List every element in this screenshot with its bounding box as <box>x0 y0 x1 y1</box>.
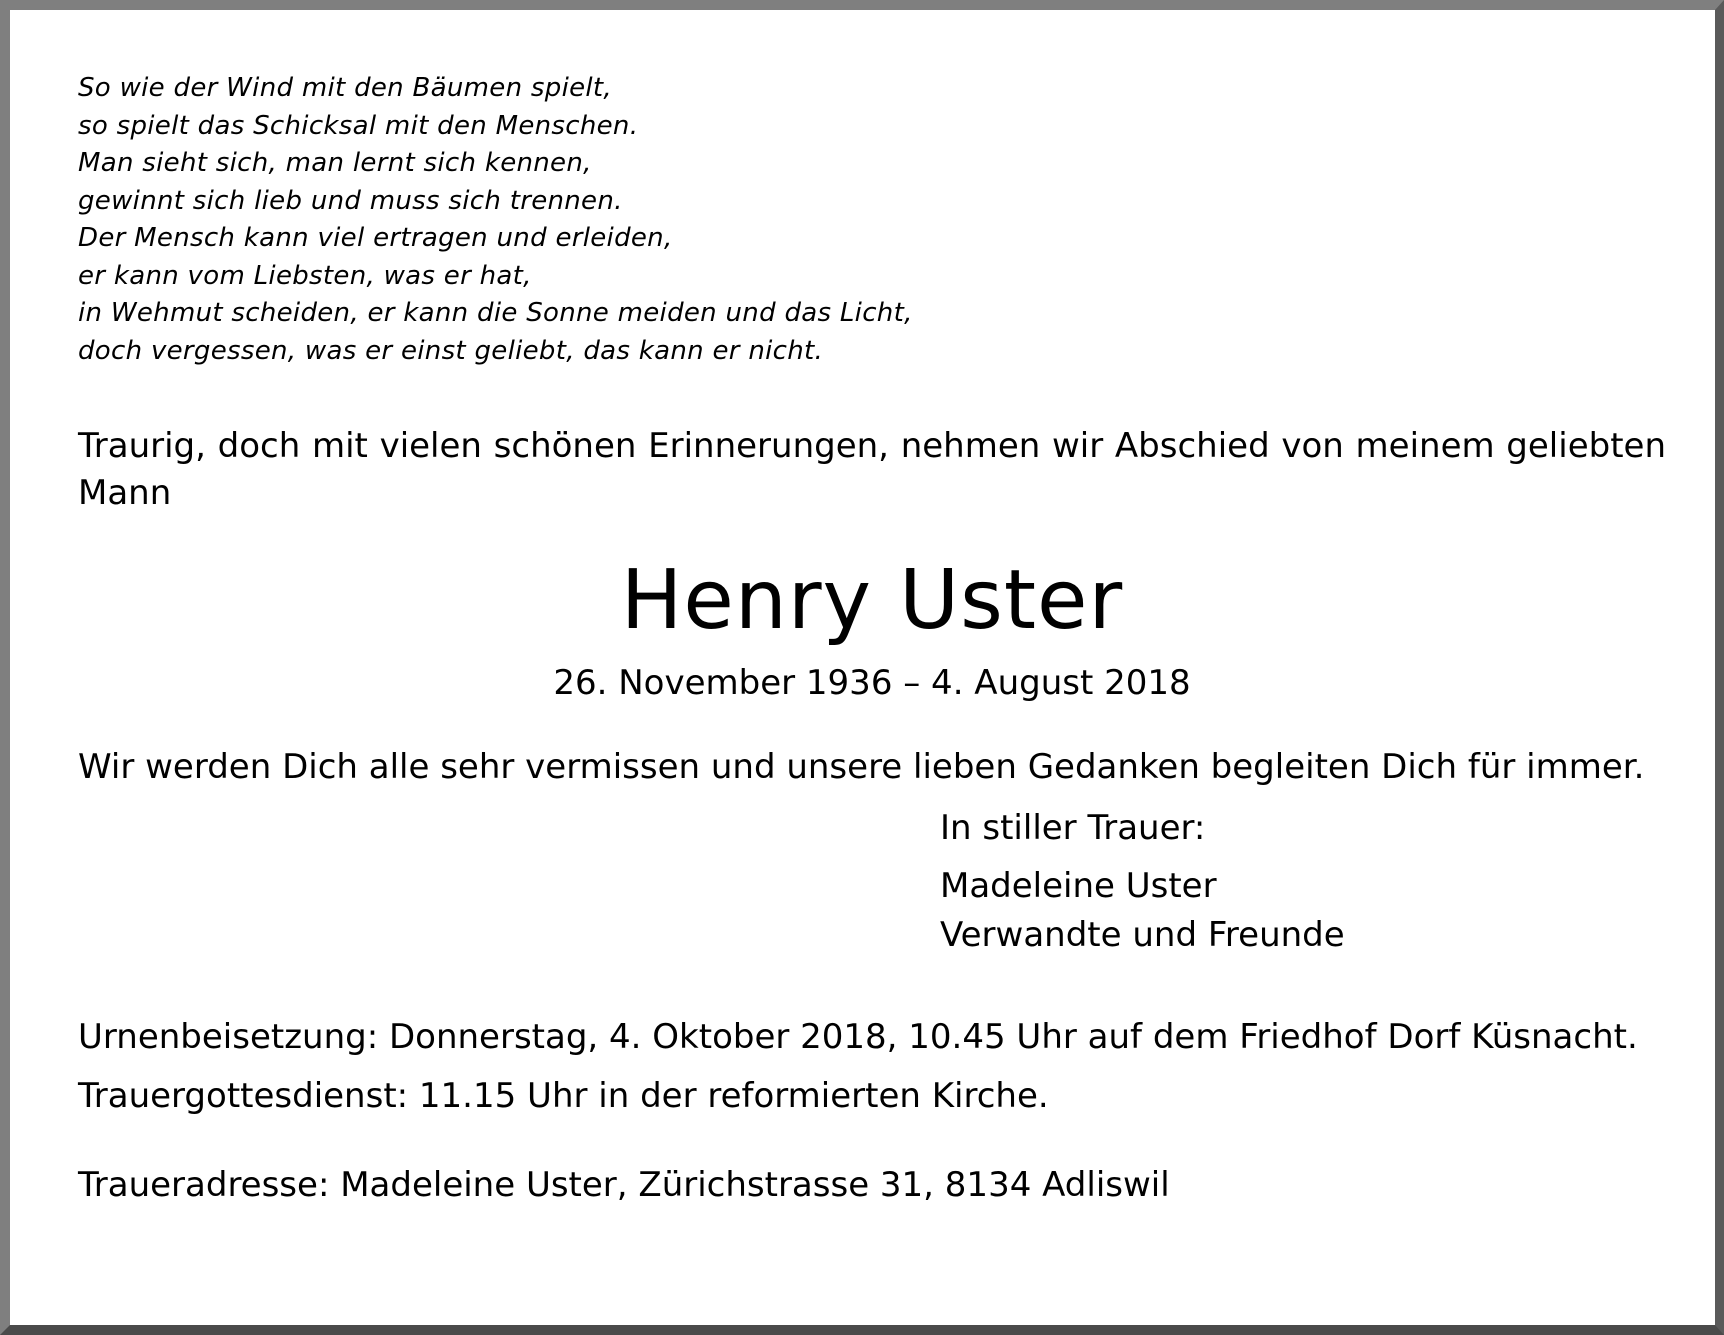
deceased-name: Henry Uster <box>620 553 1124 648</box>
church-service-info: Trauergottesdienst: 11.15 Uhr in der reformierten Kirche. <box>78 1076 1049 1116</box>
mourner-name: Madeleine Uster <box>940 866 1217 906</box>
mourners-heading: In stiller Trauer: <box>940 808 1206 848</box>
burial-info: Urnenbeisetzung: Donnerstag, 4. Oktober 2018, 10.45 Uhr auf dem Friedhof Dorf Küsnacht. <box>78 1017 1638 1057</box>
intro-text: Traurig, doch mit vielen schönen Erinnerungen, nehmen wir Abschied von meinem geliebten Mann <box>78 426 1666 513</box>
poem-line: Man sieht sich, man lernt sich kennen, <box>78 148 592 178</box>
poem-line: er kann vom Liebsten, was er hat, <box>78 260 532 291</box>
obituary-notice <box>78 70 1666 1209</box>
mourning-address: Traueradresse: Madeleine Uster, Zürichstrasse 31, 8134 Adliswil <box>78 1165 1170 1205</box>
poem-line: So wie der Wind mit den Bäumen spielt, <box>78 73 612 103</box>
mourners-block <box>940 805 1666 960</box>
poem-line: doch vergessen, was er einst geliebt, das kann er nicht. <box>78 335 824 366</box>
poem-line: so spielt das Schicksal mit den Menschen. <box>78 110 639 141</box>
service-details <box>78 1008 1666 1126</box>
poem-line: Der Mensch kann viel ertragen und erleiden, <box>78 223 673 253</box>
poem <box>78 70 1666 370</box>
mourners-list <box>940 862 1666 960</box>
life-dates: 26. November 1936 – 4. August 2018 <box>553 663 1191 703</box>
closing-text: Wir werden Dich alle sehr vermissen und unsere lieben Gedanken begleiten Dich für immer. <box>78 747 1645 787</box>
poem-line: gewinnt sich lieb und muss sich trennen. <box>78 185 623 216</box>
poem-line: in Wehmut scheiden, er kann die Sonne meiden und das Licht, <box>78 298 913 328</box>
mourner-name: Verwandte und Freunde <box>940 915 1345 955</box>
